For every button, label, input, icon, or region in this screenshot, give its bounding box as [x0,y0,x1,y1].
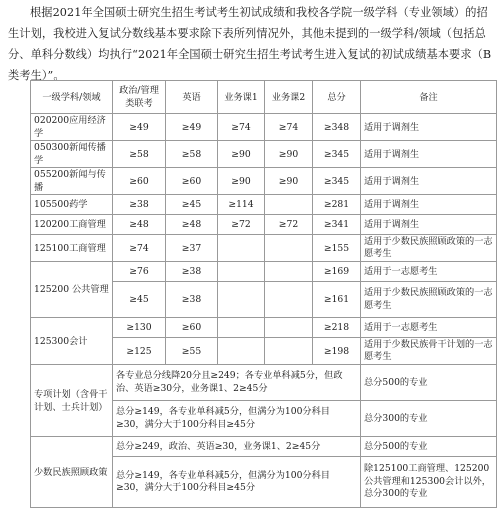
cell-politics: ≥130 [113,318,166,338]
intro-text: 根据2021年全国硕士研究生招生考试考生初试成绩和我校各学院一级学科（专业领域）的招生计划，我校进入复试分数线基本要求除下表所列情况外，其他未提到的一级学科/领域（包括总分、单科分数线）均执行“2021年全国硕士研究生招生考试考生进入复试的初试成绩基本要求（B类考生）”。 [8,6,492,82]
cell-subject: 050300新闻传播学 [31,141,113,168]
cell-total: ≥218 [313,318,361,338]
cell-course1: ≥90 [218,141,265,168]
cell-total: ≥161 [313,282,361,318]
cell-subject: 020200应用经济学 [31,114,113,141]
cell-politics: ≥38 [113,195,166,215]
cell-note: 总分300的专业 [361,401,497,437]
table-row [31,365,497,401]
cell-english: ≥60 [166,168,218,195]
cell-course2: ≥74 [265,114,313,141]
cell-note: 适用于调剂生 [361,195,497,215]
cell-english: ≥60 [166,318,218,338]
cell-english: ≥45 [166,195,218,215]
cell-note: 适用于调剂生 [361,168,497,195]
header-politics: 政治/管理类联考 [113,81,166,114]
table-row [31,262,497,282]
cell-english: ≥49 [166,114,218,141]
cell-english: ≥38 [166,262,218,282]
cell-course2: ≥90 [265,141,313,168]
cell-politics: ≥76 [113,262,166,282]
table-row [31,195,497,215]
cell-course1 [218,282,265,318]
cell-course1 [218,338,265,365]
cell-course2: ≥90 [265,168,313,195]
cell-course1: ≥72 [218,215,265,235]
cell-subject: 105500药学 [31,195,113,215]
cell-course1 [218,262,265,282]
cell-total: ≥345 [313,141,361,168]
cell-total: ≥169 [313,262,361,282]
cell-total: ≥198 [313,338,361,365]
cell-course2: ≥72 [265,215,313,235]
cell-english: ≥58 [166,141,218,168]
cell-politics: ≥45 [113,282,166,318]
cell-total: ≥345 [313,168,361,195]
table-row [31,114,497,141]
cell-subject: 专项计划（含骨干计划、士兵计划） [31,365,113,437]
cell-note: 适用于一志愿考生 [361,262,497,282]
cell-course1: ≥90 [218,168,265,195]
cell-note: 总分500的专业 [361,437,497,457]
cell-course2 [265,262,313,282]
cell-course1 [218,235,265,262]
cell-course2 [265,235,313,262]
cell-politics: ≥49 [113,114,166,141]
cell-note: 适用于调剂生 [361,114,497,141]
header-subject: 一级学科/领域 [31,81,113,114]
cell-note: 适用于少数民族照顾政策的一志愿考生 [361,235,497,262]
cell-note: 适用于少数民族骨干计划的一志愿考生 [361,338,497,365]
cell-subject: 125300会计 [31,318,113,365]
cell-course1 [218,318,265,338]
table-row [31,141,497,168]
cell-english: ≥37 [166,235,218,262]
cell-subject: 少数民族照顾政策 [31,437,113,508]
cell-course1: ≥74 [218,114,265,141]
header-total: 总分 [313,81,361,114]
cell-total: ≥348 [313,114,361,141]
cell-course2 [265,282,313,318]
cell-course2 [265,338,313,365]
cell-rule: 各专业总分线降20分且≥249；各专业单科减5分，但政治、英语≥30分，业务课1、2≥45分 [113,365,361,401]
cell-rule: 总分≥149，各专业单科减5分，但满分为100分科目≥30，满分大于100分科目≥45分 [113,401,361,437]
cell-course1: ≥114 [218,195,265,215]
cell-politics: ≥125 [113,338,166,365]
cell-subject: 120200工商管理 [31,215,113,235]
header-note: 备注 [361,81,497,114]
header-course1: 业务课1 [218,81,265,114]
cell-politics: ≥60 [113,168,166,195]
cell-note: 适用于调剂生 [361,215,497,235]
cell-english: ≥38 [166,282,218,318]
table-header-row [31,81,497,114]
cell-note: 适用于一志愿考生 [361,318,497,338]
cell-english: ≥55 [166,338,218,365]
cell-total: ≥281 [313,195,361,215]
score-table [30,80,497,508]
cell-note: 适用于调剂生 [361,141,497,168]
table-row [31,437,497,457]
cell-english: ≥48 [166,215,218,235]
cell-note: 适用于少数民族照顾政策的一志愿考生 [361,282,497,318]
cell-course2 [265,318,313,338]
header-english: 英语 [166,81,218,114]
cell-politics: ≥74 [113,235,166,262]
cell-rule: 总分≥149，各专业单科减5分，但满分为100分科目≥30，满分大于100分科目≥45分 [113,457,361,508]
cell-rule: 总分≥249，政治、英语≥30，业务课1、2≥45分 [113,437,361,457]
table-row [31,235,497,262]
table-row [31,168,497,195]
cell-note: 除125100工商管理、125200公共管理和125300会计以外，总分300的专业 [361,457,497,508]
cell-total: ≥155 [313,235,361,262]
cell-politics: ≥48 [113,215,166,235]
cell-politics: ≥58 [113,141,166,168]
cell-course2 [265,195,313,215]
cell-note: 总分500的专业 [361,365,497,401]
cell-subject: 125100工商管理 [31,235,113,262]
header-course2: 业务课2 [265,81,313,114]
cell-total: ≥341 [313,215,361,235]
table-row [31,318,497,338]
cell-subject: 125200 公共管理 [31,262,113,318]
table-row [31,215,497,235]
cell-subject: 055200新闻与传播 [31,168,113,195]
intro-paragraph [8,2,494,86]
